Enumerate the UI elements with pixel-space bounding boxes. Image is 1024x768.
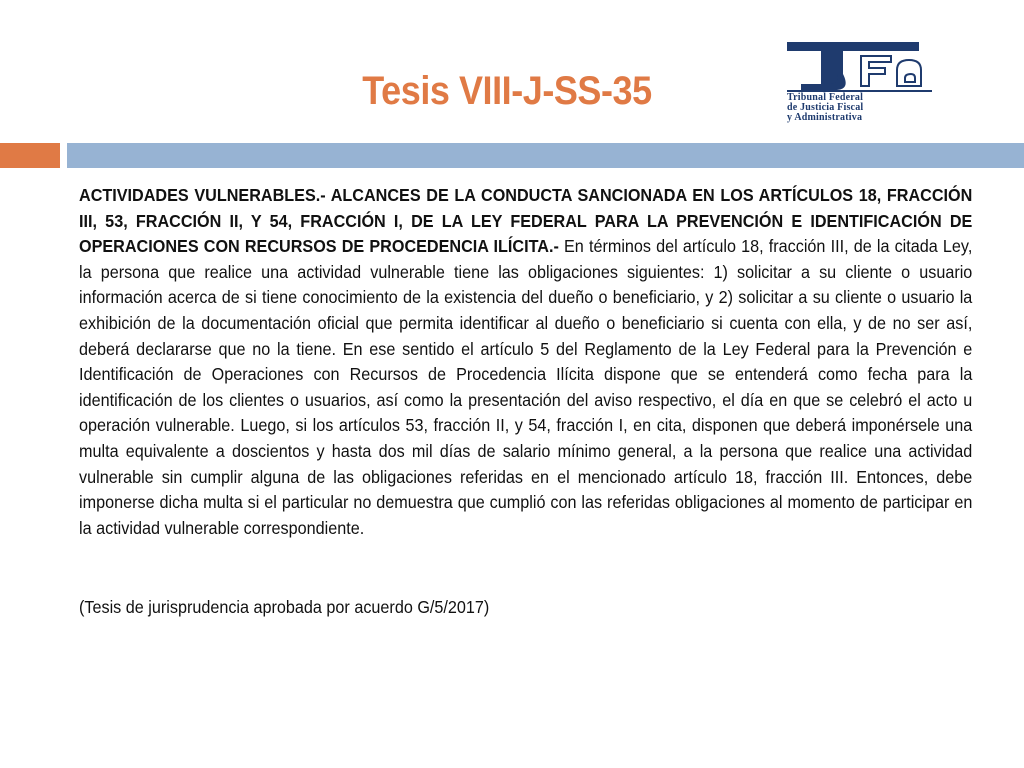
tfja-emblem-icon [781, 34, 938, 94]
logo-caption [787, 93, 932, 123]
header-divider-bar [67, 143, 1024, 168]
thesis-body: En términos del artículo 18, fracción III, de la citada Ley, la persona que realice una actividad vulnerable tiene las obligaciones siguientes: 1) solicitar a su cliente o usuario información acerca de si tiene conocimiento de la existencia del dueño o beneficiario, y 2) solicitar a su cliente o usuario la exhibición de la documentación oficial que permita identificar al dueño o beneficiario si cuenta con ella, y de no ser así, deberá declararse que no la tiene. En ese sentido el artículo 5 del Reglamento de la Ley Federal para la Prevención e Identificación de Operaciones con Recursos de Procedencia Ilícita dispone que se entenderá como fecha para la identificación de los clientes o usuarios, así como la presentación del aviso respectivo, el día en que se celebró el acto u operación vulnerable. Luego, si los artículos 53, fracción II, y 54, fracción I, en cita, disponen que deberá imponérsele una multa equivalente a doscientos y hasta dos mil días de salario mínimo general, a la persona que realice una actividad vulnerable sin cumplir alguna de las obligaciones referidas en el mencionado artículo 18, fracción III. Entonces, debe imponerse dicha multa si el particular no demuestra que cumplió con las referidas obligaciones al momento de participar en la actividad vulnerable correspondiente. [79, 236, 973, 538]
logo-line-1: Tribunal Federal [787, 92, 864, 103]
logo-line-3: y Administrativa [787, 112, 863, 123]
thesis-text [79, 183, 972, 541]
tribunal-logo [781, 34, 938, 127]
approval-note: (Tesis de jurisprudencia aprobada por acuerdo G/5/2017) [79, 597, 490, 617]
logo-line-2: de Justicia Fiscal [787, 102, 864, 113]
slide-title: Tesis VIII-J-SS-35 [362, 69, 652, 113]
accent-bar [0, 143, 60, 168]
thesis-heading: ACTIVIDADES VULNERABLES.- ALCANCES DE LA CONDUCTA SANCIONADA EN LOS ARTÍCULOS 18, FRACCIÓN III, 53, FRACCIÓN II, Y 54, FRACCIÓN I, DE LA LEY FEDERAL PARA LA PREVENCIÓN E IDENTIFICACIÓN DE OPERACIONES CON RECURSOS DE PROCEDENCIA ILÍCITA.- [79, 185, 973, 257]
